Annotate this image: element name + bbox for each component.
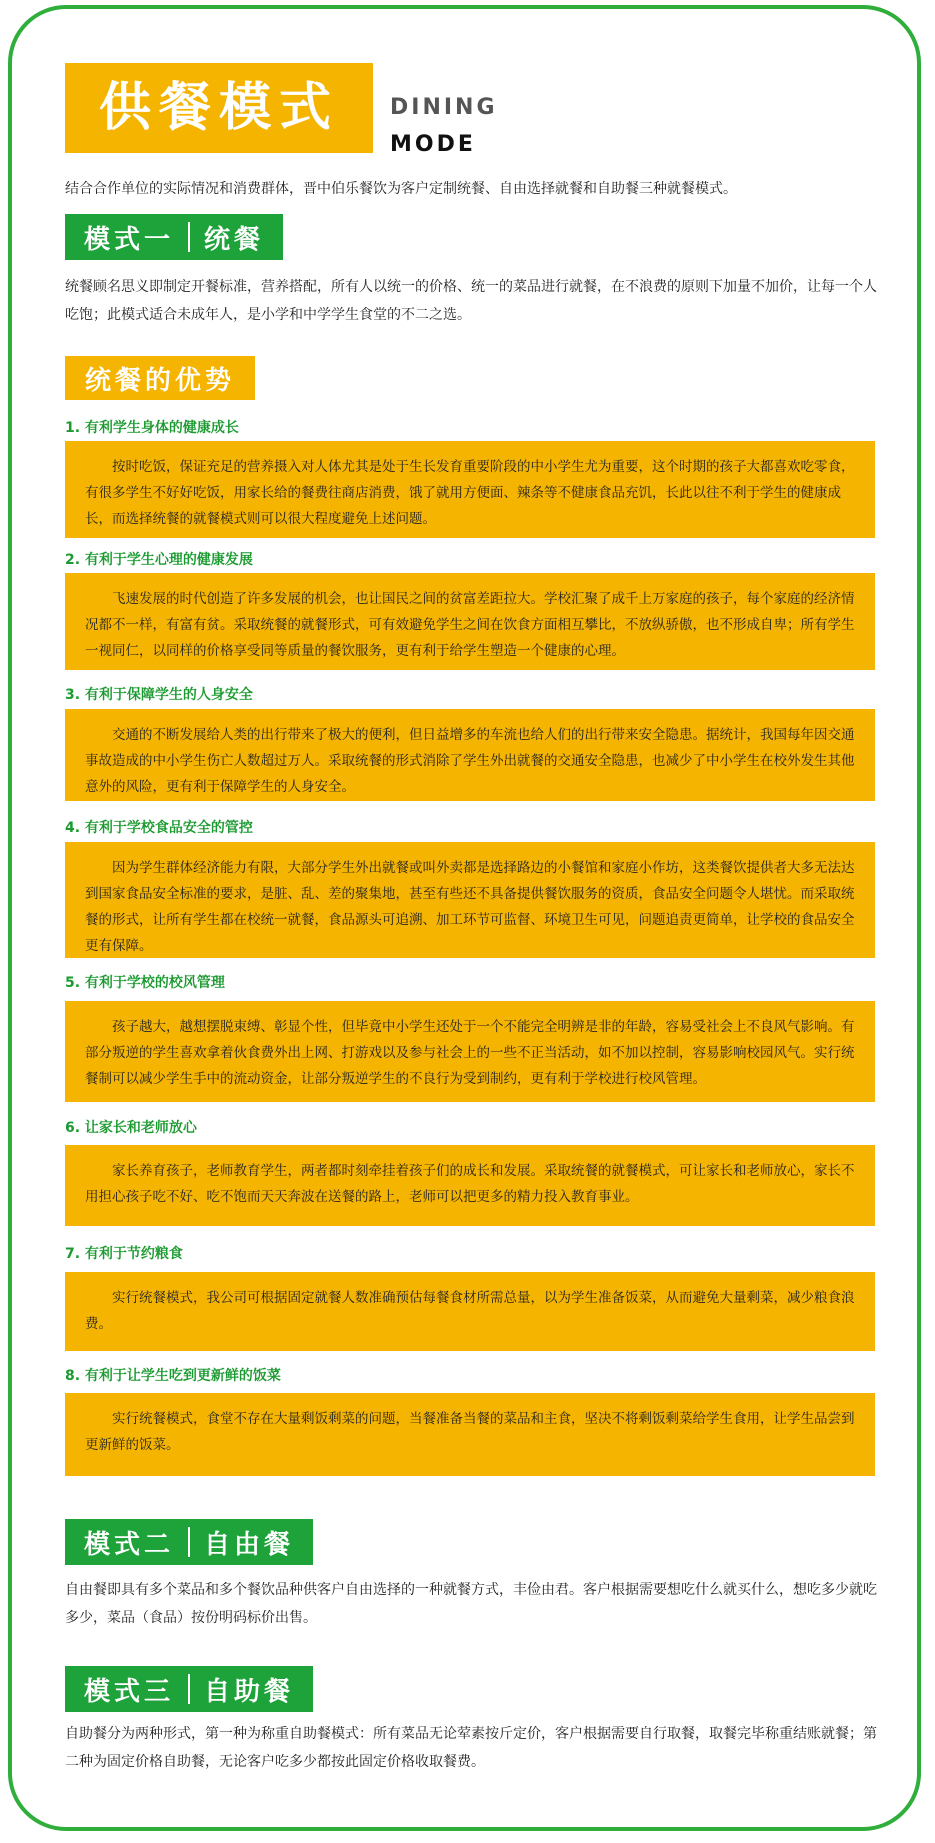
mode2-label-a: 模式二 [83, 1529, 174, 1560]
mode2-label-b: 自由餐 [204, 1529, 295, 1560]
advantage-3-text: 交通的不断发展给人类的出行带来了极大的便利，但日益增多的车流也给人们的出行带来安全隐患。据统计，我国每年因交通事故造成的中小学生伤亡人数超过万人。采取统餐的形式消除了学生外出就餐的交通安全隐患，也减少了中小学生在校外发生其他意外的风险，更有利于保障学生的人身安全。 [65, 709, 875, 801]
advantage-6-title: 6. 让家长和老师放心 [65, 1120, 197, 1136]
mode2-tag [65, 1519, 313, 1565]
mode3-tag [65, 1666, 313, 1712]
advantage-1-title: 1. 有利学生身体的健康成长 [65, 420, 239, 436]
tag-divider [188, 222, 190, 252]
mode3-label-a: 模式三 [83, 1676, 174, 1707]
title-english-line1: DINING [390, 95, 498, 120]
mode1-description: 统餐顾名思义即制定开餐标准，营养搭配，所有人以统一的价格、统一的菜品进行就餐，在不浪费的原则下加量不加价，让每一个人吃饱；此模式适合未成年人，是小学和中学学生食堂的不二之选。 [65, 279, 877, 323]
tag-divider [188, 1674, 190, 1704]
advantage-7-text: 实行统餐模式，我公司可根据固定就餐人数准确预估每餐食材所需总量，以为学生准备饭菜，从而避免大量剩菜，减少粮食浪费。 [65, 1272, 875, 1351]
advantage-4-title: 4. 有利于学校食品安全的管控 [65, 820, 253, 836]
advantage-2-text: 飞速发展的时代创造了许多发展的机会，也让国民之间的贫富差距拉大。学校汇聚了成千上万家庭的孩子，每个家庭的经济情况都不一样，有富有贫。采取统餐的就餐形式，可有效避免学生之间在饮食方面相互攀比，不放纵骄傲，也不形成自卑；所有学生一视同仁，以同样的价格享受同等质量的餐饮服务，更有利于给学生塑造一个健康的心理。 [65, 573, 875, 670]
mode3-description: 自助餐分为两种形式，第一种为称重自助餐模式：所有菜品无论荤素按斤定价，客户根据需要自行取餐，取餐完毕称重结账就餐；第二种为固定价格自助餐，无论客户吃多少都按此固定价格收取餐费。 [65, 1726, 877, 1770]
advantage-3-title: 3. 有利于保障学生的人身安全 [65, 687, 253, 703]
intro-text: 结合合作单位的实际情况和消费群体，晋中伯乐餐饮为客户定制统餐、自由选择就餐和自助餐三种就餐模式。 [65, 181, 737, 197]
tag-divider [188, 1527, 190, 1557]
advantage-8-title: 8. 有利于让学生吃到更新鲜的饭菜 [65, 1368, 281, 1384]
advantage-5-title: 5. 有利于学校的校风管理 [65, 975, 225, 991]
mode3-label-b: 自助餐 [204, 1676, 295, 1707]
advantage-8-text: 实行统餐模式，食堂不存在大量剩饭剩菜的问题，当餐准备当餐的菜品和主食，坚决不将剩饭剩菜给学生食用，让学生品尝到更新鲜的饭菜。 [65, 1393, 875, 1476]
advantage-5-text: 孩子越大，越想摆脱束缚、彰显个性，但毕竟中小学生还处于一个不能完全明辨是非的年龄，容易受社会上不良风气影响。有部分叛逆的学生喜欢拿着伙食费外出上网、打游戏以及参与社会上的一些不正当活动，如不加以控制，容易影响校园风气。实行统餐制可以减少学生手中的流动资金，让部分叛逆学生的不良行为受到制约，更有利于学校进行校风管理。 [65, 1001, 875, 1102]
advantage-7-title: 7. 有利于节约粮食 [65, 1246, 183, 1262]
advantage-6-text: 家长养育孩子，老师教育学生，两者都时刻牵挂着孩子们的成长和发展。采取统餐的就餐模式，可让家长和老师放心，家长不用担心孩子吃不好、吃不饱而天天奔波在送餐的路上，老师可以把更多的精力投入教育事业。 [65, 1145, 875, 1226]
title-english-line2: MODE [390, 132, 476, 157]
mode2-description: 自由餐即具有多个菜品和多个餐饮品种供客户自由选择的一种就餐方式，丰俭由君。客户根据需要想吃什么就买什么，想吃多少就吃多少，菜品（食品）按份明码标价出售。 [65, 1582, 877, 1626]
page-title: 供餐模式 [65, 63, 373, 153]
advantages-title: 统餐的优势 [65, 356, 255, 400]
mode1-label-a: 模式一 [83, 224, 174, 255]
mode1-label-b: 统餐 [204, 224, 265, 255]
advantage-4-text: 因为学生群体经济能力有限，大部分学生外出就餐或叫外卖都是选择路边的小餐馆和家庭小作坊，这类餐饮提供者大多无法达到国家食品安全标准的要求，是脏、乱、差的聚集地，甚至有些还不具备提供餐饮服务的资质，食品安全问题令人堪忧。而采取统餐的形式，让所有学生都在校统一就餐，食品源头可追溯、加工环节可监督、环境卫生可见，问题追责更简单，让学校的食品安全更有保障。 [65, 842, 875, 958]
mode1-tag [65, 214, 283, 260]
advantage-1-text: 按时吃饭，保证充足的营养摄入对人体尤其是处于生长发育重要阶段的中小学生尤为重要，这个时期的孩子大都喜欢吃零食，有很多学生不好好吃饭，用家长给的餐费往商店消费，饿了就用方便面、辣条等不健康食品充饥，长此以往不利于学生的健康成长，而选择统餐的就餐模式则可以很大程度避免上述问题。 [65, 441, 875, 538]
advantage-2-title: 2. 有利于学生心理的健康发展 [65, 552, 253, 568]
